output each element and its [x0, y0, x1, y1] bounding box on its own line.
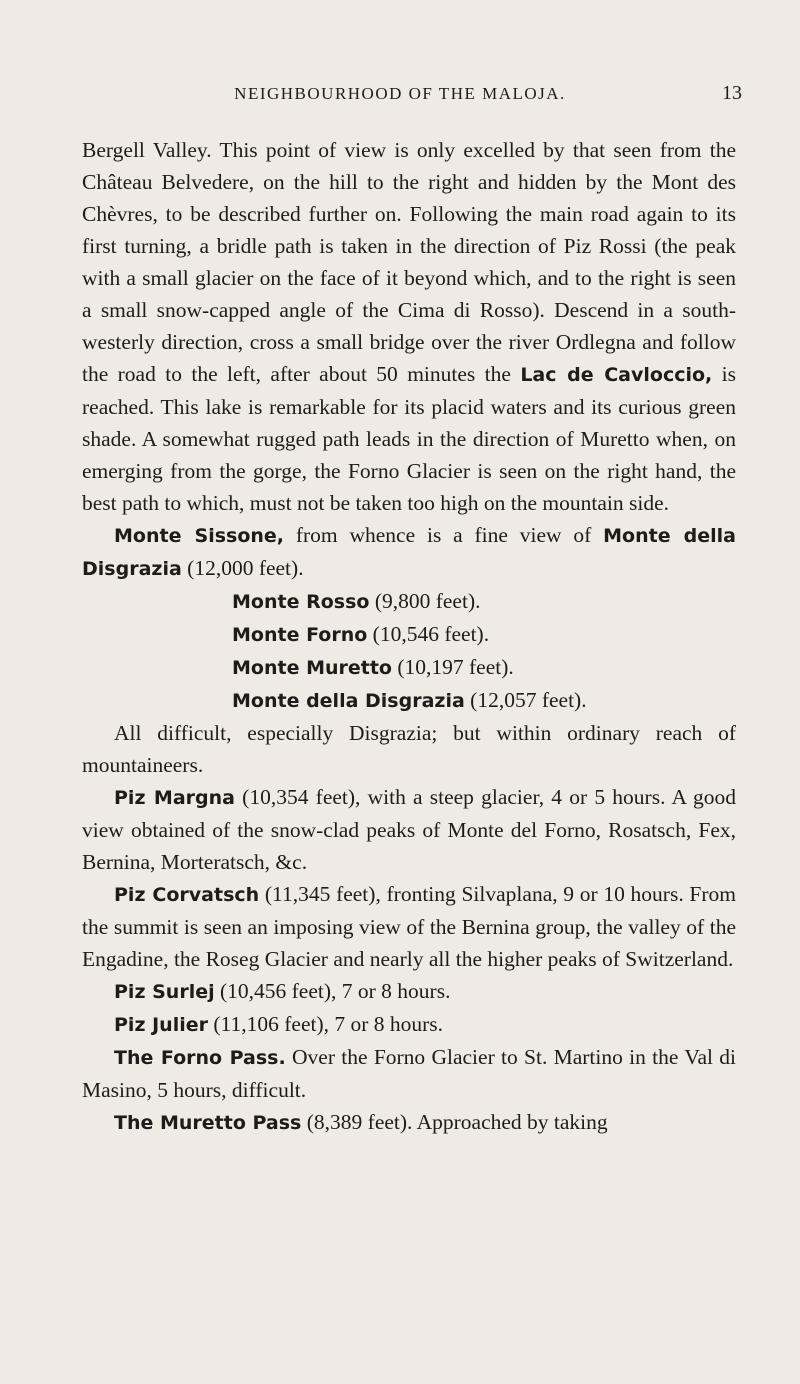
paragraph-bergell-valley — [82, 134, 736, 519]
paragraph-piz-margna — [82, 781, 736, 878]
paragraph-all-difficult — [82, 717, 736, 781]
peak-list-item — [232, 618, 736, 651]
text-run: is reached. This lake is remarkable for its placid waters and its curious green shade. A somewhat rugged path leads in the direction of Muretto when, on emerging from the gorge, the Forno Glacier is seen on the right hand, the best path to which, must not be taken too high on the mountain side. — [82, 362, 736, 515]
pass-forno: The Forno Pass. — [114, 1047, 286, 1069]
peak-piz-julier: Piz Julier — [114, 1014, 208, 1036]
paragraph-piz-julier — [82, 1008, 736, 1041]
text-run: from whence is a fine view of — [284, 523, 604, 547]
peak-name: Monte Rosso — [232, 591, 370, 613]
text-run: (11,345 feet), fronting Silvaplana, 9 or 10 hours. From the summit is seen an imposing view of the Bernina group, the valley of the Engadine, the Roseg Glacier and nearly all the higher peaks of Switzerland. — [82, 882, 736, 971]
running-head — [0, 78, 800, 108]
paragraph-forno-pass — [82, 1041, 736, 1106]
peak-piz-surlej: Piz Surlej — [114, 981, 215, 1003]
paragraph-piz-surlej — [82, 975, 736, 1008]
peak-name: Monte Forno — [232, 624, 368, 646]
paragraph-muretto-pass — [82, 1106, 736, 1139]
text-run: (10,456 feet), 7 or 8 hours. — [214, 979, 451, 1003]
running-head-title: NEIGHBOURHOOD OF THE MALOJA. — [234, 84, 566, 103]
paragraph-monte-sissone — [82, 519, 736, 585]
peak-height: (12,057 feet). — [464, 688, 587, 712]
peak-height: (10,546 feet). — [367, 622, 490, 646]
peak-monte-della-disgrazia: Monte della Disgrazia — [82, 525, 736, 580]
text-run: Bergell Valley. This point of view is only excelled by that seen from the Château Belvedere, on the hill to the right and hidden by the Mont des Chèvres, to be described further on. Following the main road again to its first turning, a bridle path is taken in the direction of Piz Rossi (the peak with a small glacier on the face of it beyond which, and to the right is seen a small snow-capped angle of the Cima di Rosso). Descend in a south-westerly direction, cross a small bridge over the river Ordlegna and follow the road to the left, after about 50 minutes the — [82, 138, 736, 386]
place-lac-de-cavloccio: Lac de Cavloccio, — [520, 364, 713, 386]
page-number: 13 — [722, 82, 742, 104]
text-run: All difficult, especially Disgrazia; but within ordinary reach of mountaineers. — [82, 721, 736, 777]
text-run: Over the Forno Glacier to St. Martino in the Val di Masino, 5 hours, difficult. — [82, 1045, 737, 1102]
text-run: (11,106 feet), 7 or 8 hours. — [208, 1012, 444, 1036]
body-text — [82, 134, 736, 1139]
peak-list-item — [232, 684, 736, 717]
peak-piz-corvatsch: Piz Corvatsch — [114, 884, 260, 906]
peak-list — [82, 585, 736, 717]
peak-monte-sissone: Monte Sissone, — [114, 525, 285, 547]
peak-list-item — [232, 651, 736, 684]
peak-piz-margna: Piz Margna — [114, 787, 235, 809]
text-run: (8,389 feet). Approached by taking — [301, 1110, 608, 1134]
text-run: (12,000 feet). — [181, 556, 304, 580]
peak-name: Monte della Disgrazia — [232, 690, 465, 712]
peak-height: (9,800 feet). — [369, 589, 481, 613]
pass-muretto: The Muretto Pass — [114, 1112, 302, 1134]
peak-height: (10,197 feet). — [391, 655, 514, 679]
peak-name: Monte Muretto — [232, 657, 392, 679]
peak-list-item — [232, 585, 736, 618]
paragraph-piz-corvatsch — [82, 878, 736, 975]
text-run: (10,354 feet), with a steep glacier, 4 or 5 hours. A good view obtained of the snow-clad peaks of Monte del Forno, Rosatsch, Fex, Bernina, Morteratsch, &c. — [82, 785, 736, 874]
